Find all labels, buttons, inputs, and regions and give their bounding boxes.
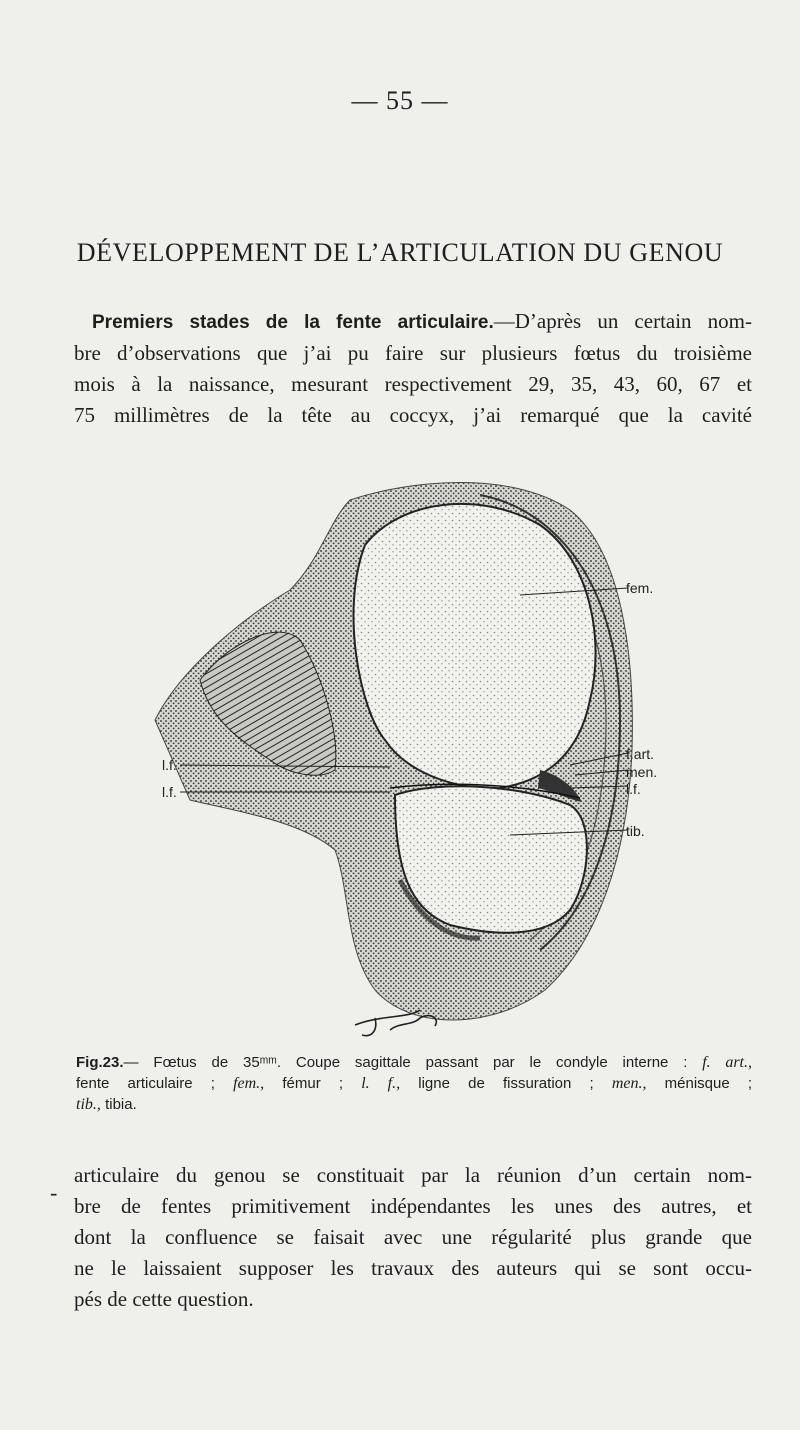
caption-text: fente articulaire ; [76,1075,215,1092]
caption-term: men., [611,1075,647,1092]
paragraph-text: —D’après un certain nom- [493,309,752,333]
figure-number: Fig.23. [76,1054,124,1071]
label-lf-left-1: l.f. [162,757,177,773]
label-lf-left-2: l.f. [162,784,177,800]
caption-text: ménisque ; [664,1075,753,1092]
label-lf-right: l.f. [626,781,641,797]
margin-mark: - [50,1180,58,1205]
paragraph-line: bre de fentes primitivement indépendantes les unes des autres, et [74,1194,752,1218]
caption-line [76,1052,752,1073]
paragraph-line: bre d’observations que j’ai pu faire sur plusieurs fœtus du troisième [74,341,752,365]
page-number: — 55 — [351,86,449,115]
knee-section-drawing [150,470,640,1050]
chapter-title: DÉVELOPPEMENT DE L’ARTICULATION DU GENOU [76,238,724,267]
caption-term: f. art., [702,1054,752,1071]
figure-caption [76,1052,752,1115]
caption-text: — Fœtus de 35ᵐᵐ. Coupe sagittale passant par le condyle interne : [123,1054,688,1071]
label-fem: fem. [626,580,654,596]
caption-text: tibia. [105,1096,137,1113]
label-f-art: f.art. [626,746,655,762]
label-tib: tib. [626,823,645,839]
paragraph-continuation [74,1160,752,1315]
section-heading: Premiers stades de la fente articulaire. [92,312,494,333]
paragraph-line: mois à la naissance, mesurant respectivement 29, 35, 43, 60, 67 et [74,372,752,396]
paragraph-line: dont la confluence se faisait avec une régularité plus grande que [74,1225,752,1249]
caption-term: fem., [233,1075,265,1092]
paragraph-line: pés de cette question. [74,1287,254,1311]
paragraph-line: articulaire du genou se constituait par la réunion d’un certain nom- [74,1163,752,1187]
caption-term: tib., [76,1096,101,1113]
caption-text: fémur ; [282,1075,344,1092]
paragraph-line [74,306,752,338]
knee-section-figure [150,470,658,1050]
caption-line [76,1094,752,1115]
paragraph-intro [74,306,752,431]
caption-line [76,1073,752,1094]
paragraph-line: 75 millimètres de la tête au coccyx, j’ai remarqué que la cavité [74,403,752,427]
caption-term: l. f., [361,1075,401,1092]
paragraph-line: ne le laissaient supposer les travaux des auteurs qui se sont occu- [74,1256,752,1280]
caption-text: ligne de fissuration ; [418,1075,594,1092]
label-men: men. [626,764,658,780]
